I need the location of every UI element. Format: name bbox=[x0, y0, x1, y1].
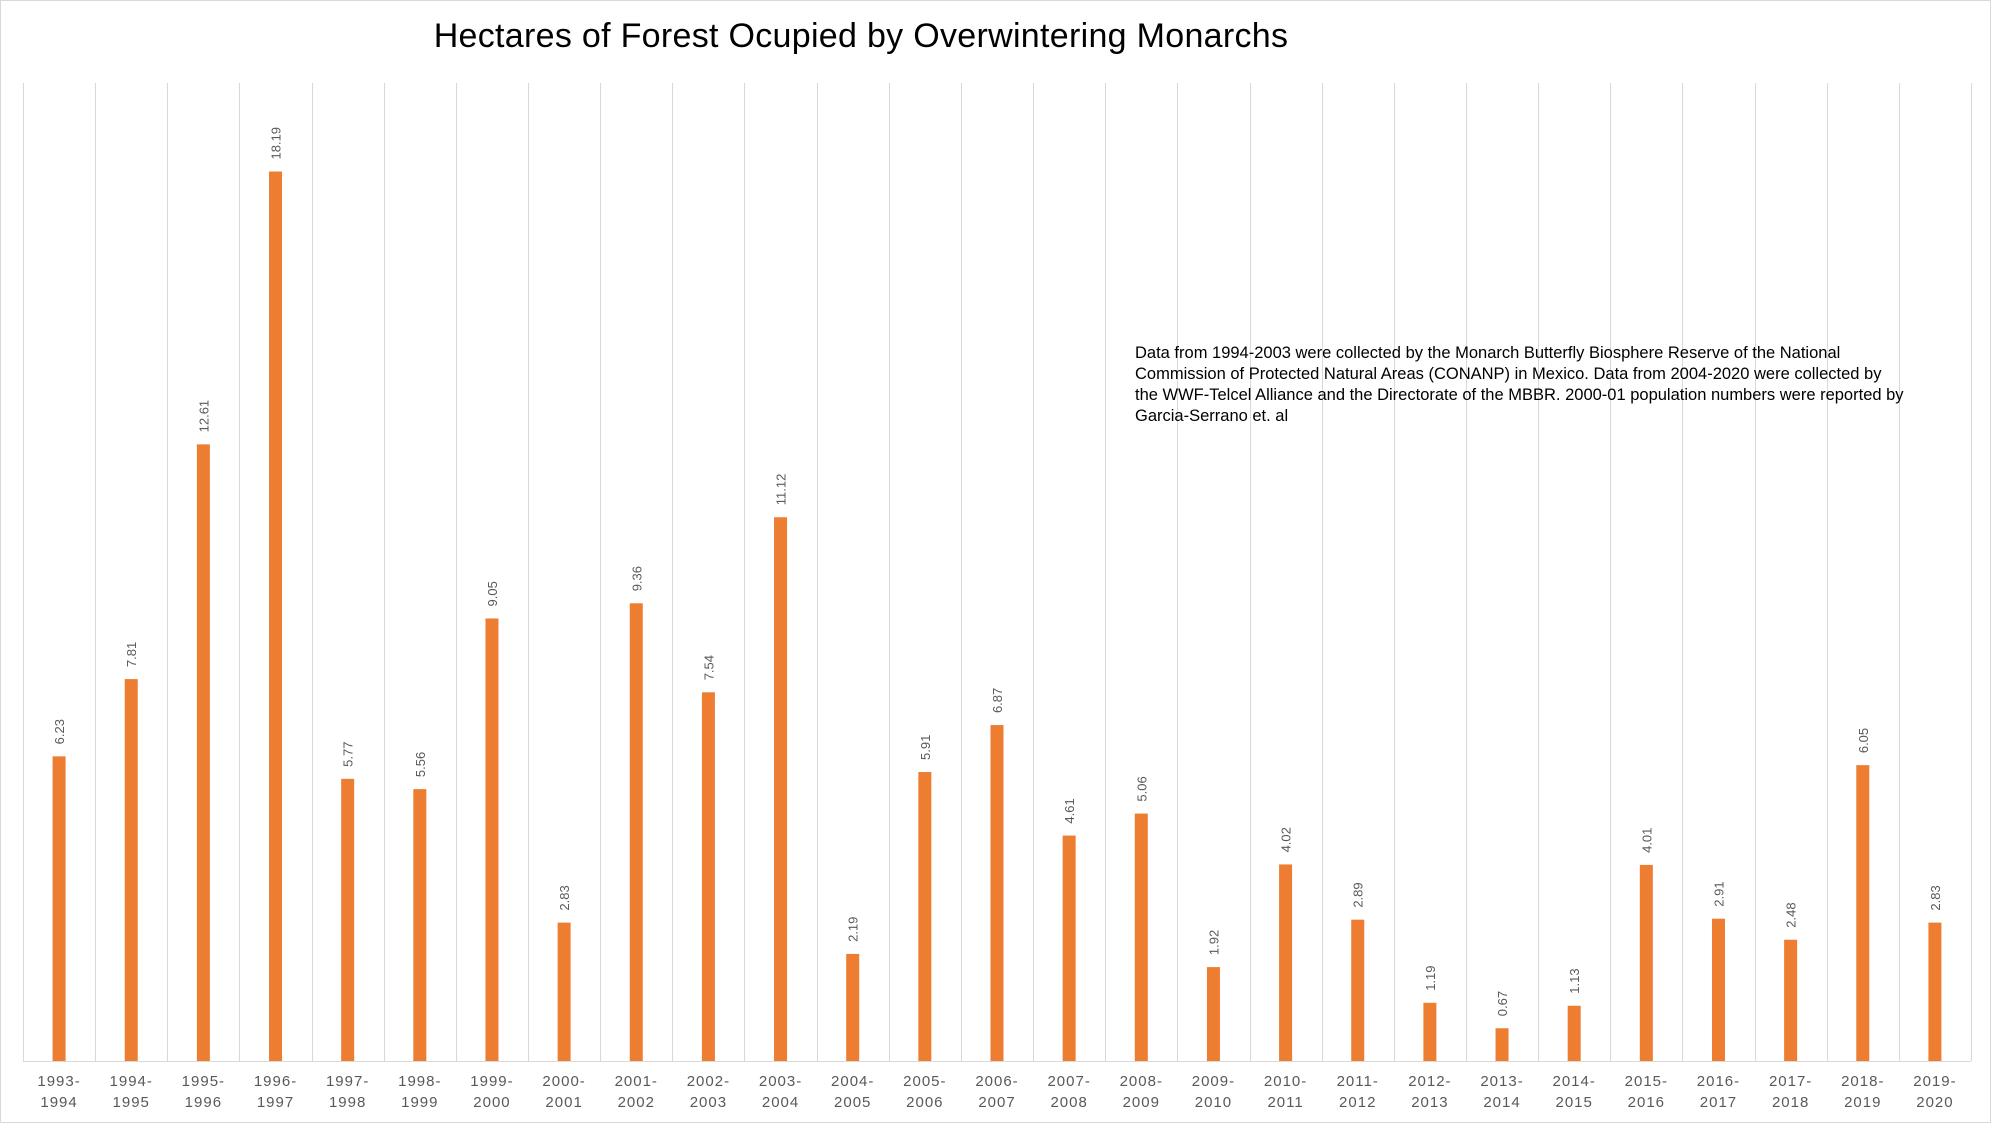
x-tick-label: 2013- bbox=[1480, 1073, 1524, 1090]
data-label: 9.36 bbox=[629, 565, 645, 592]
data-label: 2.19 bbox=[845, 916, 861, 942]
data-label: 5.56 bbox=[412, 751, 428, 778]
data-label: 6.87 bbox=[990, 687, 1005, 714]
x-tick-label: 2009- bbox=[1191, 1073, 1236, 1090]
data-label: 12.61 bbox=[196, 399, 212, 433]
bar bbox=[702, 692, 715, 1061]
x-tick-label: 2019- bbox=[1913, 1073, 1957, 1090]
x-tick-label: 2002- bbox=[686, 1073, 731, 1090]
bar bbox=[197, 444, 210, 1061]
x-tick-label: 1995 bbox=[112, 1094, 150, 1111]
data-label: 11.12 bbox=[773, 473, 789, 506]
x-tick-label: 2007 bbox=[978, 1094, 1016, 1111]
x-tick-label: 2018 bbox=[1771, 1094, 1810, 1111]
bar bbox=[991, 725, 1004, 1061]
data-label: 4.02 bbox=[1278, 827, 1294, 853]
x-tick-label: 2001 bbox=[545, 1094, 583, 1111]
x-tick-label: 2002 bbox=[617, 1094, 655, 1111]
x-tick-label: 2005- bbox=[903, 1073, 947, 1090]
bar bbox=[1712, 919, 1725, 1061]
bar bbox=[269, 172, 282, 1061]
x-tick-label: 1999 bbox=[401, 1094, 439, 1111]
data-label: 2.89 bbox=[1350, 882, 1366, 908]
bar bbox=[1279, 864, 1292, 1061]
x-tick-label: 2011 bbox=[1267, 1094, 1304, 1111]
data-label: 6.05 bbox=[1855, 727, 1871, 754]
bar bbox=[485, 618, 498, 1061]
x-tick-label: 2012 bbox=[1339, 1094, 1377, 1111]
x-tick-label: 2019 bbox=[1844, 1094, 1882, 1111]
x-tick-label: 2018- bbox=[1841, 1073, 1885, 1090]
x-tick-label: 2004 bbox=[761, 1094, 800, 1111]
bar bbox=[1928, 923, 1941, 1061]
bar bbox=[1640, 865, 1653, 1061]
x-tick-label: 2011- bbox=[1336, 1073, 1379, 1090]
chart-plot-area bbox=[1, 1, 1991, 1124]
x-tick-label: 2003- bbox=[758, 1073, 803, 1090]
x-tick-label: 2014- bbox=[1552, 1073, 1596, 1090]
x-tick-label: 2005 bbox=[834, 1094, 872, 1111]
chart-title: Hectares of Forest Ocupied by Overwintering Monarchs bbox=[433, 17, 1289, 55]
bar bbox=[341, 779, 354, 1061]
data-label: 2.83 bbox=[557, 885, 573, 911]
x-tick-label: 2010- bbox=[1263, 1073, 1308, 1090]
data-label: 1.92 bbox=[1206, 929, 1222, 956]
bar bbox=[846, 954, 859, 1061]
bar bbox=[1856, 765, 1869, 1061]
x-tick-label: 2008- bbox=[1119, 1073, 1163, 1090]
x-tick-label: 2004- bbox=[831, 1073, 875, 1090]
bar bbox=[774, 517, 787, 1061]
data-label: 5.06 bbox=[1134, 776, 1150, 802]
bar bbox=[630, 603, 643, 1061]
x-tick-label: 2000- bbox=[542, 1073, 586, 1090]
x-tick-label: 1994 bbox=[40, 1094, 78, 1111]
x-tick-label: 1998 bbox=[328, 1094, 367, 1111]
x-tick-label: 2016 bbox=[1627, 1094, 1666, 1111]
data-label: 7.54 bbox=[701, 654, 717, 681]
x-tick-label: 2013 bbox=[1411, 1094, 1449, 1111]
data-label: 2.91 bbox=[1711, 881, 1727, 907]
x-tick-label: 1995- bbox=[181, 1073, 226, 1090]
x-tick-label: 2015 bbox=[1555, 1094, 1593, 1111]
bar bbox=[413, 789, 426, 1061]
data-label: 5.77 bbox=[340, 741, 356, 767]
x-tick-label: 1994- bbox=[109, 1073, 153, 1090]
data-label: 0.67 bbox=[1495, 990, 1511, 1017]
bar bbox=[918, 772, 931, 1061]
x-tick-label: 2003 bbox=[689, 1094, 728, 1111]
data-label: 9.05 bbox=[484, 581, 500, 607]
bar bbox=[125, 679, 138, 1061]
x-tick-label: 2016- bbox=[1696, 1073, 1741, 1090]
x-tick-label: 2006- bbox=[975, 1073, 1019, 1090]
x-tick-label: 2015- bbox=[1624, 1073, 1669, 1090]
data-label: 4.61 bbox=[1062, 798, 1078, 824]
x-tick-label: 1998- bbox=[398, 1073, 442, 1090]
x-tick-label: 2014 bbox=[1483, 1094, 1521, 1111]
bar bbox=[1063, 836, 1076, 1061]
data-label: 4.01 bbox=[1639, 827, 1655, 853]
data-label: 2.48 bbox=[1783, 902, 1799, 928]
x-tick-label: 1996- bbox=[253, 1073, 298, 1090]
x-tick-label: 2020 bbox=[1916, 1094, 1954, 1111]
bar bbox=[1207, 967, 1220, 1061]
data-label: 6.23 bbox=[52, 719, 68, 745]
chart-annotation: Data from 1994-2003 were collected by the Monarch Butterfly Biosphere Reserve of the National Commission of Protected Natural Areas (CONANP) in Mexico. Data from 2004-2020 were collected by the WWF-Telcel Alliance and the Directorate of the MBBR. 2000-01 population numbers were reported by Garcia-Serrano et. al bbox=[1135, 344, 1904, 425]
x-tick-label: 1996 bbox=[184, 1094, 223, 1111]
data-label: 1.19 bbox=[1422, 965, 1438, 991]
x-tick-label: 1997- bbox=[325, 1073, 370, 1090]
x-tick-label: 2000 bbox=[473, 1094, 511, 1111]
data-label: 2.83 bbox=[1927, 885, 1943, 911]
bar bbox=[1496, 1028, 1509, 1061]
x-tick-label: 2006 bbox=[906, 1094, 944, 1111]
x-tick-label: 2008 bbox=[1050, 1094, 1088, 1111]
data-label: 5.91 bbox=[917, 734, 933, 761]
data-label: 18.19 bbox=[268, 126, 284, 160]
x-tick-label: 1997 bbox=[256, 1094, 295, 1111]
x-tick-label: 2017 bbox=[1699, 1094, 1738, 1111]
x-tick-label: 2001- bbox=[614, 1073, 658, 1090]
bar bbox=[1784, 940, 1797, 1061]
x-tick-label: 2012- bbox=[1408, 1073, 1452, 1090]
x-tick-label: 1993- bbox=[37, 1073, 81, 1090]
bar bbox=[558, 923, 571, 1061]
data-label: 7.81 bbox=[124, 641, 140, 668]
x-tick-label: 1999- bbox=[470, 1073, 514, 1090]
bar bbox=[53, 756, 66, 1061]
data-label: 1.13 bbox=[1567, 968, 1583, 994]
x-tick-label: 2010 bbox=[1194, 1094, 1233, 1111]
bar bbox=[1351, 920, 1364, 1061]
x-tick-label: 2009 bbox=[1122, 1094, 1160, 1111]
bar bbox=[1135, 814, 1148, 1061]
x-tick-label: 2017- bbox=[1768, 1073, 1813, 1090]
bar bbox=[1423, 1003, 1436, 1061]
bar bbox=[1568, 1006, 1581, 1061]
x-tick-label: 2007- bbox=[1047, 1073, 1091, 1090]
